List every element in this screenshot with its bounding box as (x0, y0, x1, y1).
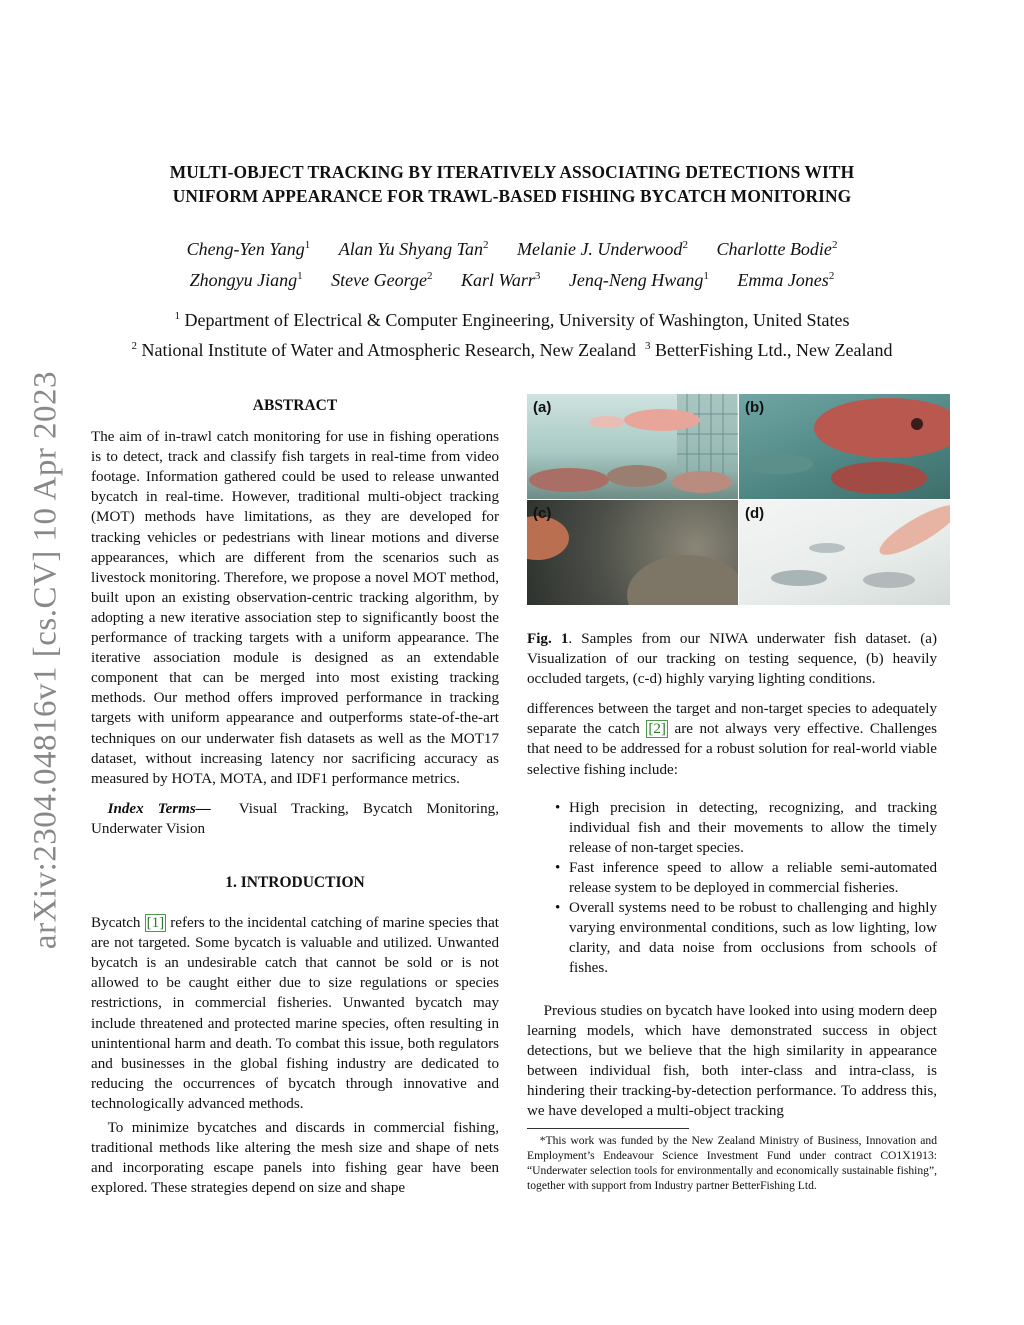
left-column (91, 396, 499, 1198)
author: Charlotte Bodie$^2$ (716, 239, 838, 259)
figure-caption: Fig. 1. Samples from our NIWA underwater fish dataset. (a) Visualization of our tracking on testing sequence, (b) heavily occluded targets, (c-d) highly varying lighting conditions. (527, 631, 937, 688)
title-line-1: MULTI-OBJECT TRACKING BY ITERATIVELY ASSOCIATING DETECTIONS WITH (169, 162, 855, 182)
author-row-1 (60, 232, 964, 263)
author: Melanie J. Underwood$^2$ (516, 239, 688, 259)
fish-image-c (527, 500, 738, 605)
panel-label-a: (a) (533, 399, 552, 416)
panel-label-c: (c) (533, 505, 552, 522)
intro-heading: 1. INTRODUCTION (225, 873, 365, 891)
right-column (527, 629, 937, 1121)
footnote-rule (527, 1128, 689, 1129)
author: Alan Yu Shyang Tan$^2$ (338, 239, 489, 259)
list-item: • Overall systems need to be robust to challenging and highly varying environmental conditions, such as low lighting, low clarity, and data noise from occlusions from schools of fishes. (555, 900, 937, 977)
list-item: • Fast inference speed to allow a reliable semi-automated release system to be deployed in commercial fisheries. (555, 859, 937, 897)
arxiv-sidebar (18, 350, 74, 970)
abstract-text: The aim of in-trawl catch monitoring for use in fishing operations is to detect, track and classify fish targets in real-time from video footage. Information gathered could be used to release unwanted bycatch in real-time. However, traditional multi-object tracking (MOT) methods have limitations, as they are developed for tracking vehicles or pedestrians with linear motions and diverse appearances, which are different from the scenarios such as livestock monitoring. Therefore, we propose a novel MOT method, built upon an existing observation-centric tracking algorithm, by adopting a new iterative association step to significantly boost the performance of tracking targets with a uniform appearance. The iterative association module is designed as an extendable component that can be merged into most existing tracking methods. Our method offers improved performance in tracking targets with uniform appearance and outperforms state-of-the-art techniques on our underwater fish datasets as well as the MOT17 dataset, without increasing latency nor sacrificing accuracy as measured by HOTA, MOTA, and IDF1 performance metrics. (91, 429, 499, 787)
citation-link[interactable]: [1] (146, 915, 165, 932)
figure-panel-a (527, 394, 738, 499)
title-line-2: UNIFORM APPEARANCE FOR TRAWL-BASED FISHING BYCATCH MONITORING (172, 186, 852, 206)
right-paragraph-2: Previous studies on bycatch have looked into using modern deep learning models, which have demonstrated success in object detections, but we believe that the high similarity in appearance between individual fish, both inter-class and intra-class, is hindering their tracking-by-detection performance. To address this, we have developed a multi-object tracking (527, 1002, 937, 1119)
intro-paragraph-2: To minimize bycatches and discards in commercial fishing, traditional methods like altering the mesh size and shape of nets and incorporating escape panels into fishing gear have been explored. These strategies depend on size and shape (91, 1120, 499, 1197)
author: Karl Warr$^3$ (460, 270, 541, 290)
author: Jenq-Neng Hwang$^1$ (568, 270, 709, 290)
affiliation-1: $^1$ Department of Electrical & Computer Engineering, University of Washington, United States (174, 310, 850, 330)
arxiv-identifier: arXiv:2304.04816v1 [cs.CV] 10 Apr 2023 (27, 370, 64, 950)
footnote: *This work was funded by the New Zealand Ministry of Business, Innovation and Employment’s Endeavour Science Investment Fund under contract CO1X1913: “Underwater selection tools for environmentally and economically sustainable fishing”, together with support from Industry partner BetterFishing Ltd. (527, 1134, 937, 1192)
fish-image-b (739, 394, 950, 499)
author-row-2 (60, 263, 964, 294)
list-item: • High precision in detecting, recognizing, and tracking individual fish and their movements to allow the timely release of non-target species. (555, 799, 937, 856)
citation-link[interactable]: [2] (648, 721, 666, 738)
figure-panel-c (527, 500, 738, 605)
panel-label-b: (b) (745, 399, 765, 416)
paper-title (60, 160, 964, 208)
affiliation-2-3: $^2$ National Institute of Water and Atmospheric Research, New Zealand $^3$ BetterFishing Ltd., New Zealand (131, 340, 893, 360)
abstract-heading: ABSTRACT (252, 397, 338, 414)
author: Cheng-Yen Yang$^1$ (186, 239, 311, 259)
intro-paragraph-1: Bycatch [1] refers to the incidental catching of marine species that are not targeted. Some bycatch is valuable and utilized. Unwanted bycatch is an undesirable catch that cannot be sold or is not allowed to be caught either due to size regulations or species restrictions, in commercial fisheries. Unwanted bycatch may include threatened and protected marine species, often resulting in unintentional harm and death. To combat this issue, both regulators and businesses in the global fishing industry are dedicated to reducing the occurrences of bycatch through innovative and technologically advanced methods. (91, 915, 499, 1112)
author: Zhongyu Jiang$^1$ (189, 270, 303, 290)
figure-panel-d (739, 500, 950, 605)
author-list (60, 232, 964, 294)
fish-image-a (527, 394, 738, 499)
figure-panel-b (739, 394, 950, 499)
panel-label-d: (d) (745, 505, 765, 522)
affiliations (60, 303, 964, 363)
fish-image-d (739, 500, 950, 605)
author: Steve George$^2$ (331, 270, 433, 290)
right-paragraph-1: differences between the target and non-target species to adequately separate the catch [2] are not always very effective. Challenges that need to be addressed for a robust solution for real-world viable selective fishing include: (527, 701, 937, 778)
author: Emma Jones$^2$ (737, 270, 835, 290)
challenge-list (527, 798, 937, 979)
index-terms: Index Terms— Visual Tracking, Bycatch Monitoring, Underwater Vision (91, 800, 499, 837)
figure-1 (527, 394, 950, 605)
